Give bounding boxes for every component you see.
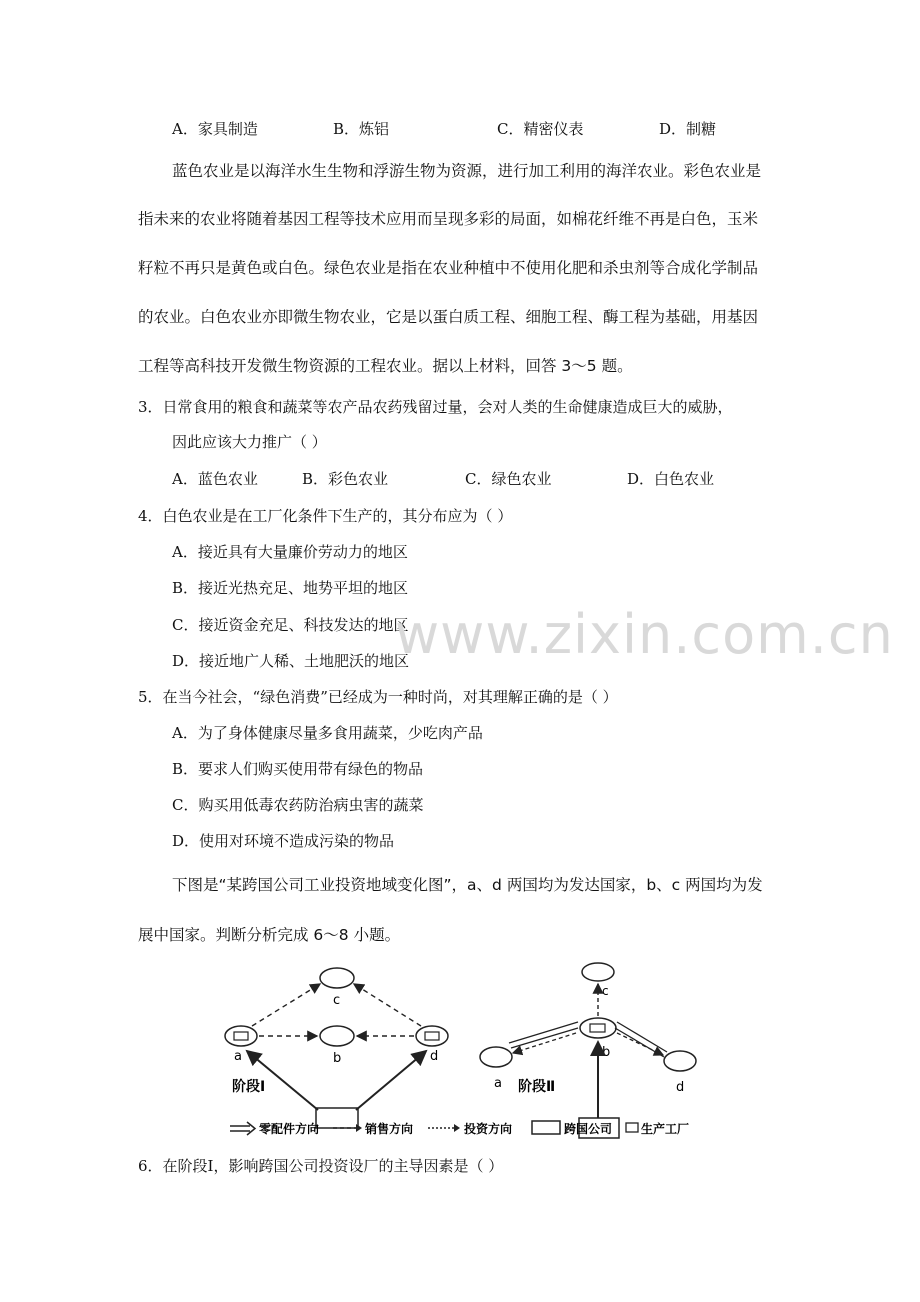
q4-option-b: B．接近光热充足、地势平坦的地区 [172, 579, 409, 597]
stage2-label-c: c [602, 984, 609, 998]
stage1-sales-a-c [252, 984, 320, 1026]
q4-stem: 4．白色农业是在工厂化条件下生产的，其分布应为（ ） [138, 507, 513, 525]
stage1-label-b: b [333, 1051, 342, 1066]
q2-option-c: C．精密仪表 [497, 120, 584, 138]
stage2-label-a: a [494, 1076, 502, 1091]
stage2-parts-a-b-2 [511, 1028, 578, 1048]
q2-option-d: D．制糖 [659, 120, 717, 138]
legend-sales-arrowhead [356, 1124, 362, 1132]
passage1-line-2: 指未来的农业将随着基因工程等技术应用而呈现多彩的局面，如棉花纤维不再是白色，玉米 [138, 210, 759, 228]
stage2-factory-b [590, 1024, 605, 1032]
passage1-line-4: 的农业。白色农业亦即微生物农业，它是以蛋白质工程、细胞工程、酶工程为基础，用基因 [138, 308, 759, 326]
stage2-node-d [664, 1051, 696, 1071]
passage2-line-1: 下图是“某跨国公司工业投资地域变化图”，a、d 两国均为发达国家，b、c 两国均为发 [172, 876, 763, 894]
q3-option-b: B．彩色农业 [302, 470, 389, 488]
legend-invest-label: 投资方向 [464, 1122, 513, 1136]
stage1-factory-a [234, 1032, 248, 1040]
passage1-line-3: 籽粒不再只是黄色或白色。绿色农业是指在农业种植中不使用化肥和杀虫剂等合成化学制品 [138, 259, 759, 277]
stage1-sales-d-c [354, 984, 421, 1026]
q5-option-c: C．购买用低毒农药防治病虫害的蔬菜 [172, 796, 424, 814]
stage1-label-c: c [333, 993, 341, 1008]
q5-stem: 5．在当今社会，“绿色消费”已经成为一种时尚，对其理解正确的是（ ） [138, 688, 618, 706]
passage1-line-1: 蓝色农业是以海洋水生生物和浮游生物为资源，进行加工利用的海洋农业。彩色农业是 [172, 162, 762, 180]
diagram-legend [228, 1117, 708, 1141]
q2-option-b: B．炼铝 [333, 120, 390, 138]
q5-option-d: D．使用对环境不造成污染的物品 [172, 832, 395, 850]
q5-option-b: B．要求人们购买使用带有绿色的物品 [172, 760, 424, 778]
q3-stem-line-2: 因此应该大力推广（ ） [172, 433, 327, 451]
stage1-node-c [320, 968, 354, 988]
stage1-node-d [416, 1026, 448, 1046]
stage2-node-b [580, 1018, 616, 1038]
stage1-node-a [225, 1026, 257, 1046]
legend-company-symbol [532, 1121, 560, 1134]
q5-option-a: A．为了身体健康尽量多食用蔬菜，少吃肉产品 [172, 724, 483, 742]
q4-option-a: A．接近具有大量廉价劳动力的地区 [172, 543, 408, 561]
q2-option-a: A．家具制造 [172, 120, 258, 138]
stage1-factory-d [425, 1032, 439, 1040]
stage1-node-b [320, 1026, 354, 1046]
legend-factory-label: 生产工厂 [641, 1122, 690, 1136]
watermark: www.zixin.com.cn [395, 603, 894, 666]
legend-invest-arrowhead [454, 1124, 460, 1132]
legend-parts-arrowhead [247, 1122, 255, 1135]
legend-sales-label: 销售方向 [365, 1122, 414, 1136]
stage1-label-a: a [234, 1049, 242, 1064]
stage2-label-d: d [676, 1080, 685, 1095]
stage2-parts-a-b-1 [509, 1022, 578, 1043]
q4-option-d: D．接近地广人稀、土地肥沃的地区 [172, 652, 410, 670]
legend-parts-label: 零配件方向 [259, 1122, 320, 1136]
stage2-node-c [582, 963, 614, 981]
passage1-line-5: 工程等高科技开发微生物资源的工程农业。据以上材料，回答 3～5 题。 [138, 357, 633, 375]
stage2-label-b: b [602, 1045, 611, 1060]
q4-option-c: C．接近资金充足、科技发达的地区 [172, 616, 409, 634]
passage2-line-2: 展中国家。判断分析完成 6～8 小题。 [138, 926, 401, 944]
stage1-invest-d [356, 1051, 426, 1110]
stage1-label: 阶段Ⅰ [232, 1079, 266, 1095]
stage2-label: 阶段Ⅱ [518, 1079, 556, 1095]
stage1-label-d: d [430, 1049, 439, 1064]
q3-option-d: D．白色农业 [627, 470, 715, 488]
q3-option-a: A．蓝色农业 [172, 470, 258, 488]
stage2-node-a [480, 1047, 512, 1067]
q3-option-c: C．绿色农业 [465, 470, 552, 488]
q6-stem: 6．在阶段Ⅰ，影响跨国公司投资设厂的主导因素是（ ） [138, 1157, 504, 1175]
q3-stem-line-1: 3．日常食用的粮食和蔬菜等农产品农药残留过量，会对人类的生命健康造成巨大的威胁， [138, 398, 733, 416]
stage2-sales-b-a [513, 1033, 576, 1053]
legend-factory-symbol [626, 1123, 638, 1132]
legend-company-label: 跨国公司 [564, 1122, 613, 1136]
